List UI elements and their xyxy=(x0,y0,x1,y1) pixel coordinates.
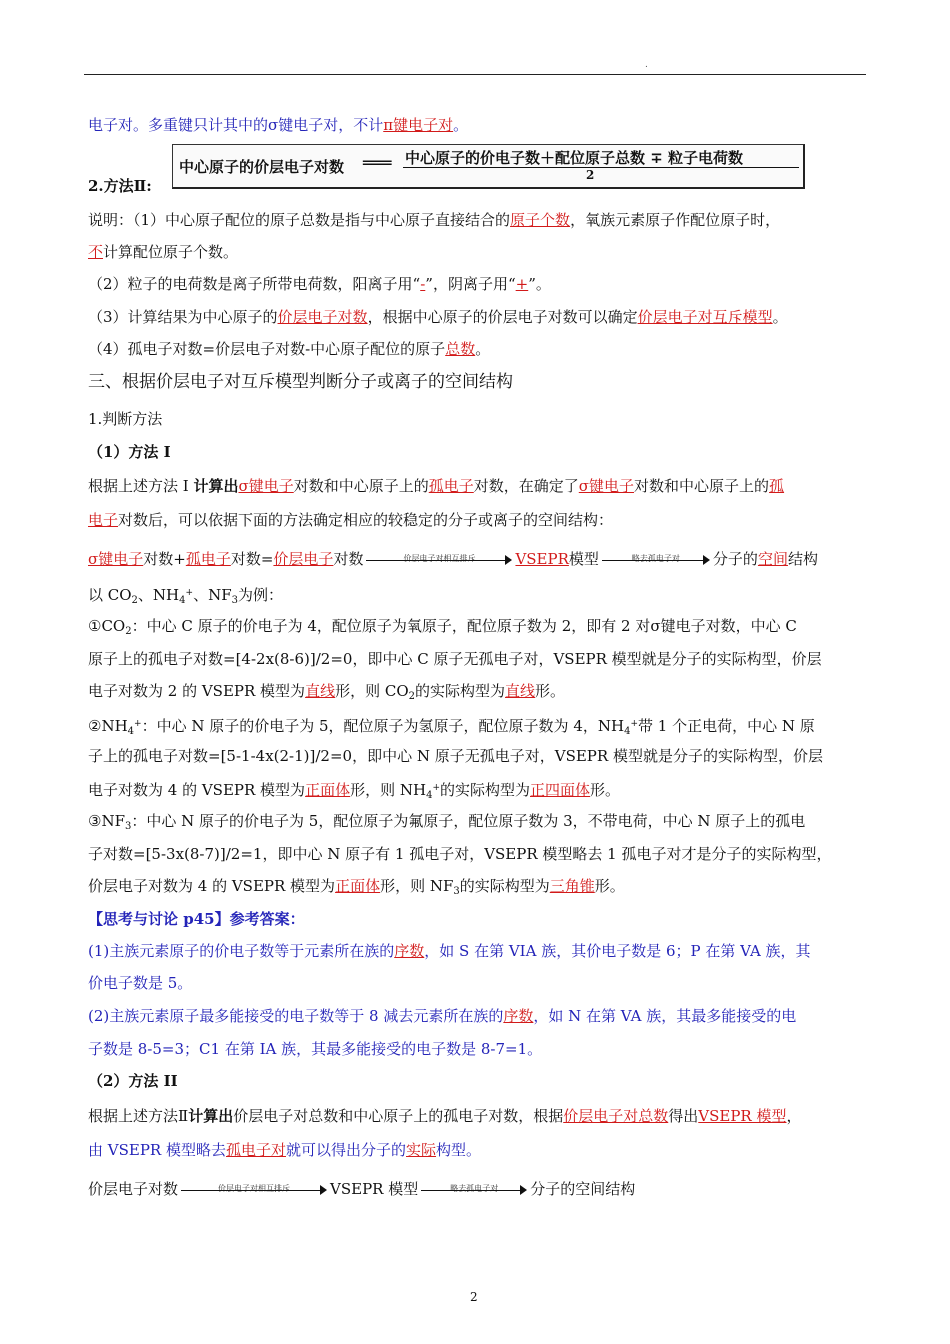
think-answer-1-cont: 价电子数是 5。 xyxy=(88,974,193,992)
text: ，如 S 在第 VIA 族，其价电子数是 6；P 在第 VA 族，其 xyxy=(424,942,811,960)
arrow-label: 略去孤电子对 xyxy=(450,1184,499,1193)
judge-title: 1.判断方法 xyxy=(88,410,163,428)
blank: 直线 xyxy=(305,682,336,700)
text: 的实际构型为 xyxy=(439,781,530,799)
text: 为例： xyxy=(237,586,283,604)
text: ①CO xyxy=(88,617,126,635)
text: ”。 xyxy=(528,275,551,293)
arrow-label: 价层电子对相互排斥 xyxy=(403,554,476,563)
text: 。 xyxy=(475,340,491,358)
blank: 正面体 xyxy=(305,781,351,799)
nf3-line-1 xyxy=(88,811,868,837)
explain-line-1 xyxy=(88,210,868,230)
arrow-label: 略去孤电子对 xyxy=(631,554,680,563)
nh4-line-3 xyxy=(88,778,868,806)
blank: 孤电子 xyxy=(428,477,474,495)
right-arrow-icon xyxy=(421,1181,527,1199)
blank: σ键电子 xyxy=(238,477,294,495)
text: 价层电子对总数和中心原子上的孤电子对数，根据 xyxy=(233,1107,564,1125)
subscript: 4 xyxy=(426,790,433,801)
example-intro xyxy=(88,583,868,611)
blank: 原子个数 xyxy=(510,211,571,229)
subscript: 2 xyxy=(408,691,415,702)
blank: σ键电子 xyxy=(578,477,635,495)
nf3-line-3 xyxy=(88,876,868,902)
think-answer-1 xyxy=(88,941,868,961)
arrow-label: 价层电子对相互排斥 xyxy=(218,1184,291,1193)
text: 价层电子对数 xyxy=(88,1180,179,1198)
right-arrow-icon xyxy=(366,551,512,569)
text: ③NF xyxy=(88,812,125,830)
explain-line-4 xyxy=(88,307,868,327)
text: 形。 xyxy=(594,877,625,895)
flow-2 xyxy=(88,1179,868,1199)
text: 形。 xyxy=(590,781,621,799)
text: 得出 xyxy=(668,1107,699,1125)
intro-end: 。 xyxy=(453,116,469,134)
page-number: 2 xyxy=(470,1290,478,1304)
text: （3）计算结果为中心原子的 xyxy=(88,308,278,326)
text: 的实际构型为 xyxy=(459,877,550,895)
blank: VSEPR 模型 xyxy=(698,1107,787,1125)
text: 对数= xyxy=(230,550,274,568)
blank: + xyxy=(515,275,529,293)
blank: 空间 xyxy=(757,550,788,568)
text: ②NH xyxy=(88,717,128,735)
formula-lhs: 中心原子的价层电子对数 xyxy=(179,158,345,176)
text: 计算配位原子个数。 xyxy=(103,243,239,261)
text: 分子的空间结构 xyxy=(530,1180,636,1198)
text: 对数后，可以依据下面的方法确定相应的较稳定的分子或离子的空间结构： xyxy=(118,511,614,529)
method1-line-2 xyxy=(88,510,868,530)
text: 根据上述方法 I xyxy=(88,477,194,495)
blank: 直线 xyxy=(505,682,536,700)
formula-denominator: 2 xyxy=(586,168,595,182)
blank: 孤电子 xyxy=(185,550,231,568)
blank: 价层电子对总数 xyxy=(563,1107,669,1125)
think-answer-2-cont: 子数是 8-5=3；C1 在第 IA 族，其最多能接受的电子数是 8-7=1。 xyxy=(88,1040,543,1058)
header-rule xyxy=(84,74,866,75)
right-arrow-icon xyxy=(181,1181,327,1199)
blank: - xyxy=(420,275,426,293)
blank: 总数 xyxy=(445,340,476,358)
text: 。 xyxy=(772,308,788,326)
blank: 价层电子对数 xyxy=(277,308,368,326)
subscript: 4 xyxy=(127,726,135,737)
method-2-title: （2）方法 II xyxy=(88,1072,178,1090)
co2-line-3 xyxy=(88,681,868,707)
method1-line-1 xyxy=(88,476,868,496)
nf3-line-2: 子对数=[5-3x(8-7)]/2=1，即中心 N 原子有 1 孤电子对，VSEPR 模型略去 1 孤电子对才是分子的实际构型， xyxy=(88,845,832,863)
method2-line-1 xyxy=(88,1106,868,1126)
subscript: 3 xyxy=(453,886,460,897)
text: 形，则 CO xyxy=(335,682,409,700)
superscript: + xyxy=(134,719,142,729)
think-title: 【思考与讨论 p45】参考答案： xyxy=(88,910,305,928)
text: 的实际构型为 xyxy=(415,682,506,700)
co2-line-2: 原子上的孤电子对数=[4-2x(8-6)]/2=0，即中心 C 原子无孤电子对，VSEPR 模型就是分子的实际构型，价层 xyxy=(88,650,822,668)
text: 、NF xyxy=(193,586,232,604)
text: 说明：（1）中心原子配位的原子总数是指与中心原子直接结合的 xyxy=(88,211,511,229)
text: ，氧族元素原子作配位原子时， xyxy=(570,211,781,229)
superscript: + xyxy=(432,783,440,793)
text: 对数，在确定了 xyxy=(473,477,579,495)
text: ，根据中心原子的价层电子对数可以确定 xyxy=(367,308,638,326)
blank: σ键电子 xyxy=(88,550,144,568)
blank: 三角锥 xyxy=(549,877,595,895)
blank: 正面体 xyxy=(335,877,381,895)
text: ：中心 N 原子的价电子为 5，配位原子为氢原子，配位原子数为 4，NH xyxy=(141,717,625,735)
blank: 正四面体 xyxy=(530,781,591,799)
text: ，如 N 在第 VA 族，其最多能接受的电 xyxy=(533,1007,797,1025)
text: (2)主族元素原子最多能接受的电子数等于 8 减去元素所在族的 xyxy=(88,1007,504,1025)
section-3-heading: 三、根据价层电子对互斥模型判断分子或离子的空间结构 xyxy=(88,372,513,392)
blank: 不 xyxy=(88,243,104,261)
text: 带 1 个正电荷，中心 N 原 xyxy=(638,717,815,735)
blank: VSEPR xyxy=(515,550,569,568)
right-arrow-icon xyxy=(602,551,710,569)
blank: 电子 xyxy=(88,511,119,529)
text: ：中心 C 原子的价电子为 4，配位原子为氧原子，配位原子数为 2，即有 2 对σ键电子对数，中心 C xyxy=(131,617,797,635)
formula-box xyxy=(172,144,805,189)
subscript: 3 xyxy=(124,821,132,832)
text: 就可以得出分子的 xyxy=(286,1141,407,1159)
text: 形。 xyxy=(535,682,566,700)
text: 根据上述方法Ⅱ xyxy=(88,1107,189,1125)
intro-text: 电子对。多重键只计其中的σ键电子对，不计 xyxy=(88,116,384,134)
fraction-bar xyxy=(403,167,799,168)
nh4-line-2: 子上的孤电子对数=[5-1-4x(2-1)]/2=0，即中心 N 原子无孤电子对，VSEPR 模型就是分子的实际构型，价层 xyxy=(88,747,823,765)
formula-equals: ═══ xyxy=(363,153,390,174)
nh4-line-1 xyxy=(88,714,868,742)
superscript: + xyxy=(185,588,194,598)
method2-label: 2.方法Ⅱ: xyxy=(88,177,152,195)
text: 构型。 xyxy=(436,1141,482,1159)
text: ：中心 N 原子的价电子为 5，配位原子为氟原子，配位原子数为 3，不带电荷，中心 N 原子上的孤电 xyxy=(131,812,806,830)
blank: 序数 xyxy=(394,942,425,960)
subscript: 2 xyxy=(131,595,138,606)
text: 对数+ xyxy=(143,550,186,568)
text: VSEPR 模型 xyxy=(330,1180,419,1198)
subscript: 2 xyxy=(125,626,132,637)
text: (1)主族元素原子的价电子数等于元素所在族的 xyxy=(88,942,395,960)
text: 对数和中心原子上的 xyxy=(634,477,770,495)
blank: 价层电子 xyxy=(273,550,334,568)
header-dot: . xyxy=(645,60,648,70)
text: 计算出 xyxy=(188,1107,234,1125)
subscript: 4 xyxy=(624,726,631,737)
text: （2）粒子的电荷数是离子所带电荷数，阳离子用“ xyxy=(88,275,421,293)
explain-line-5 xyxy=(88,339,868,359)
superscript: + xyxy=(630,719,638,729)
blank: 序数 xyxy=(503,1007,534,1025)
text: 结构 xyxy=(787,550,818,568)
text: 模型 xyxy=(568,550,599,568)
text: 对数和中心原子上的 xyxy=(293,477,429,495)
text: 形，则 NH xyxy=(350,781,427,799)
text: 电子对数为 2 的 VSEPR 模型为 xyxy=(88,682,306,700)
blank: 价层电子对互斥模型 xyxy=(637,308,773,326)
text: 、NH xyxy=(137,586,180,604)
blank: 孤 xyxy=(769,477,785,495)
text: （4）孤电子对数=价层电子对数-中心原子配位的原子 xyxy=(88,340,446,358)
method2-line-2 xyxy=(88,1140,868,1160)
text: 对数 xyxy=(333,550,364,568)
blank: 实际 xyxy=(406,1141,437,1159)
formula-numerator: 中心原子的价电子数＋配位原子总数 ∓ 粒子电荷数 xyxy=(405,149,744,167)
subscript: 4 xyxy=(179,595,186,606)
flow-1 xyxy=(88,549,868,569)
text: 由 VSEPR 模型略去 xyxy=(88,1141,226,1159)
text: ”，阴离子用“ xyxy=(425,275,516,293)
text: 价层电子对数为 4 的 VSEPR 模型为 xyxy=(88,877,336,895)
text: 电子对数为 4 的 VSEPR 模型为 xyxy=(88,781,306,799)
text: 分子的 xyxy=(712,550,758,568)
blank: 孤电子对 xyxy=(225,1141,286,1159)
method-1-title: （1）方法 I xyxy=(88,443,171,461)
text: 计算出 xyxy=(193,477,239,495)
text: 形，则 NF xyxy=(380,877,454,895)
think-answer-2 xyxy=(88,1006,868,1026)
intro-line xyxy=(88,115,868,135)
explain-line-2 xyxy=(88,242,868,262)
intro-blank: π键电子对 xyxy=(383,116,454,134)
explain-line-3 xyxy=(88,274,868,294)
co2-line-1 xyxy=(88,616,868,642)
text: ， xyxy=(786,1107,802,1125)
subscript: 3 xyxy=(231,595,238,606)
text: 以 CO xyxy=(88,586,132,604)
